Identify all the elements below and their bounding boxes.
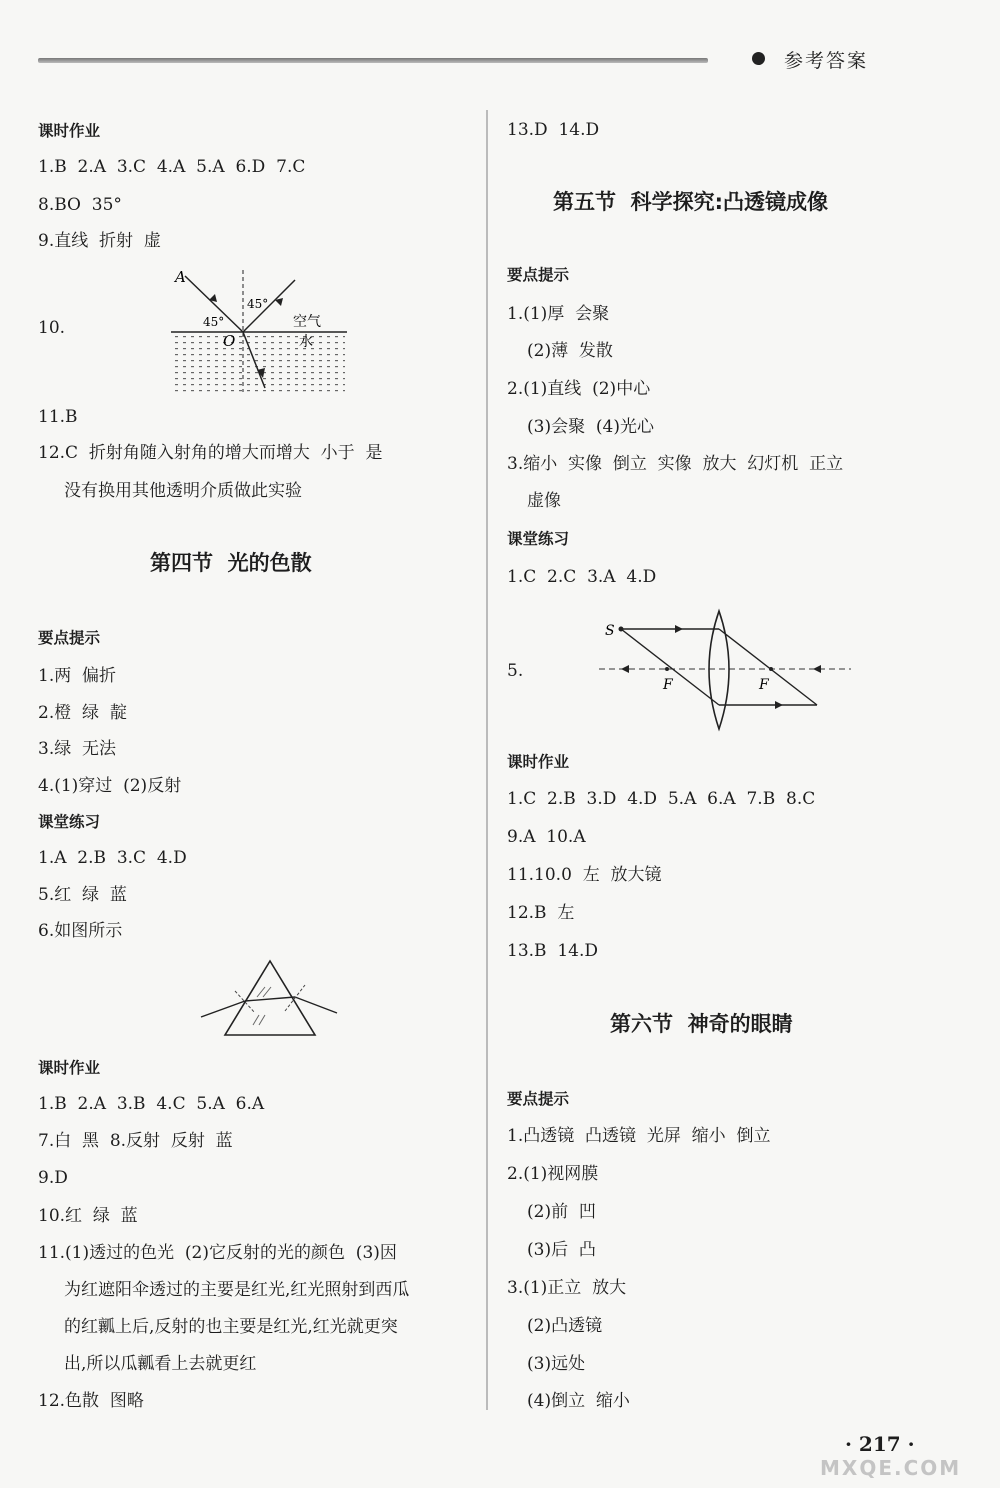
answer-line: 3.缩小 实像 倒立 实像 放大 幻灯机 正立 [507, 454, 844, 474]
answer-line: 2.(1)视网膜 [507, 1164, 599, 1184]
section-title: 第五节 科学探究:凸透镜成像 [553, 190, 829, 214]
label-water: 水 [299, 334, 313, 350]
angle-label: 45° [247, 297, 269, 311]
answer-line: 1.凸透镜 凸透镜 光屏 缩小 倒立 [507, 1126, 771, 1146]
arrow-icon [675, 625, 683, 633]
column-divider [486, 110, 488, 1410]
answer-line: 11.B [38, 407, 78, 427]
arrow-icon [775, 701, 783, 709]
header-title: 参考答案 [784, 50, 869, 72]
answer-line: 2.(1)直线 (2)中心 [507, 379, 651, 399]
answer-line: (3)后 凸 [527, 1240, 596, 1260]
answer-line: 9.直线 折射 虚 [38, 231, 161, 251]
answer-line: 出,所以瓜瓤看上去就更红 [64, 1354, 257, 1374]
answer-line: 10.红 绿 蓝 [38, 1206, 138, 1226]
answer-line: 12.C 折射角随入射角的增大而增大 小于 是 [38, 443, 383, 463]
answer-line: 没有换用其他透明介质做此实验 [64, 481, 302, 501]
ray-through-focus [621, 629, 719, 705]
section-title: 第六节 神奇的眼睛 [610, 1012, 793, 1036]
label-air: 空气 [293, 314, 321, 330]
page-number: · 217 · [845, 1432, 915, 1456]
angle-label: 45° [203, 315, 225, 329]
arrow-icon [813, 665, 821, 673]
answer-line: 9.D [38, 1168, 68, 1188]
answer-line: 3.绿 无法 [38, 739, 117, 759]
answer-line: 为红遮阳伞透过的主要是红光,红光照射到西瓜 [64, 1280, 410, 1300]
answer-line: 12.色散 图略 [38, 1391, 144, 1411]
answer-line: 1.两 偏折 [38, 666, 117, 686]
heading-practice: 课堂练习 [38, 813, 101, 831]
header-rule [38, 58, 708, 63]
internal-ray [245, 997, 295, 1001]
heading-key-points: 要点提示 [38, 629, 101, 647]
lens-figure [595, 605, 855, 737]
answer-line: 5. [507, 661, 524, 681]
heading-homework: 课时作业 [38, 122, 101, 140]
answer-line: 1.A 2.B 3.C 4.D [38, 848, 187, 868]
answer-line: (3)远处 [527, 1354, 586, 1374]
header-bullet-icon [752, 52, 765, 65]
answer-line: 12.B 左 [507, 903, 575, 923]
label-s: S [605, 623, 615, 639]
heading-key-points: 要点提示 [507, 266, 570, 284]
focus-point [769, 667, 773, 671]
water-region [173, 332, 345, 392]
answer-line: 虚像 [527, 491, 561, 511]
incident-ray [201, 1001, 245, 1017]
answer-line: 2.橙 绿 靛 [38, 703, 127, 723]
answer-line: 1.B 2.A 3.B 4.C 5.A 6.A [38, 1094, 265, 1114]
label-f: F [759, 677, 769, 693]
section-title: 第四节 光的色散 [150, 551, 312, 575]
prism-outline [225, 961, 315, 1035]
prism-figure [195, 955, 345, 1040]
answer-line: 3.(1)正立 放大 [507, 1278, 627, 1298]
hatch-mark [259, 1015, 265, 1025]
answer-line: 11.(1)透过的色光 (2)它反射的光的颜色 (3)因 [38, 1243, 397, 1263]
label-o: O [223, 332, 236, 350]
heading-homework: 课时作业 [507, 753, 570, 771]
answer-line: 1.C 2.B 3.D 4.D 5.A 6.A 7.B 8.C [507, 789, 816, 809]
refraction-figure [165, 262, 355, 397]
label-a: A [175, 268, 186, 286]
arrow-icon [621, 665, 629, 673]
answer-line: 7.白 黑 8.反射 反射 蓝 [38, 1131, 233, 1151]
hatch-mark [253, 1015, 259, 1025]
answer-line: 8.BO 35° [38, 195, 122, 215]
answer-line: (2)凸透镜 [527, 1316, 603, 1336]
answer-line: 6.如图所示 [38, 921, 123, 941]
heading-key-points: 要点提示 [507, 1090, 570, 1108]
answer-line: 1.B 2.A 3.C 4.A 5.A 6.D 7.C [38, 157, 306, 177]
ray-refracted [719, 629, 817, 705]
answer-line: 9.A 10.A [507, 827, 586, 847]
answer-line: 的红瓤上后,反射的也主要是红光,红光就更突 [64, 1317, 398, 1337]
answer-line: 1.(1)厚 会聚 [507, 304, 610, 324]
focus-point [665, 667, 669, 671]
answer-line: (2)薄 发散 [527, 341, 613, 361]
answer-line: 4.(1)穿过 (2)反射 [38, 776, 182, 796]
answer-line: 13.D 14.D [507, 120, 600, 140]
watermark: MXQE.COM [820, 1456, 962, 1480]
label-f: F [663, 677, 673, 693]
answer-line: (3)会聚 (4)光心 [527, 417, 654, 437]
answer-line: 5.红 绿 蓝 [38, 885, 127, 905]
emergent-ray [295, 997, 337, 1013]
heading-homework: 课时作业 [38, 1059, 101, 1077]
answer-line: 11.10.0 左 放大镜 [507, 865, 662, 885]
heading-practice: 课堂练习 [507, 530, 570, 548]
answer-line: 10. [38, 318, 66, 338]
answer-line: 1.C 2.C 3.A 4.D [507, 567, 657, 587]
answer-line: 13.B 14.D [507, 941, 599, 961]
answer-line: (2)前 凹 [527, 1202, 596, 1222]
answer-line: (4)倒立 缩小 [527, 1391, 630, 1411]
